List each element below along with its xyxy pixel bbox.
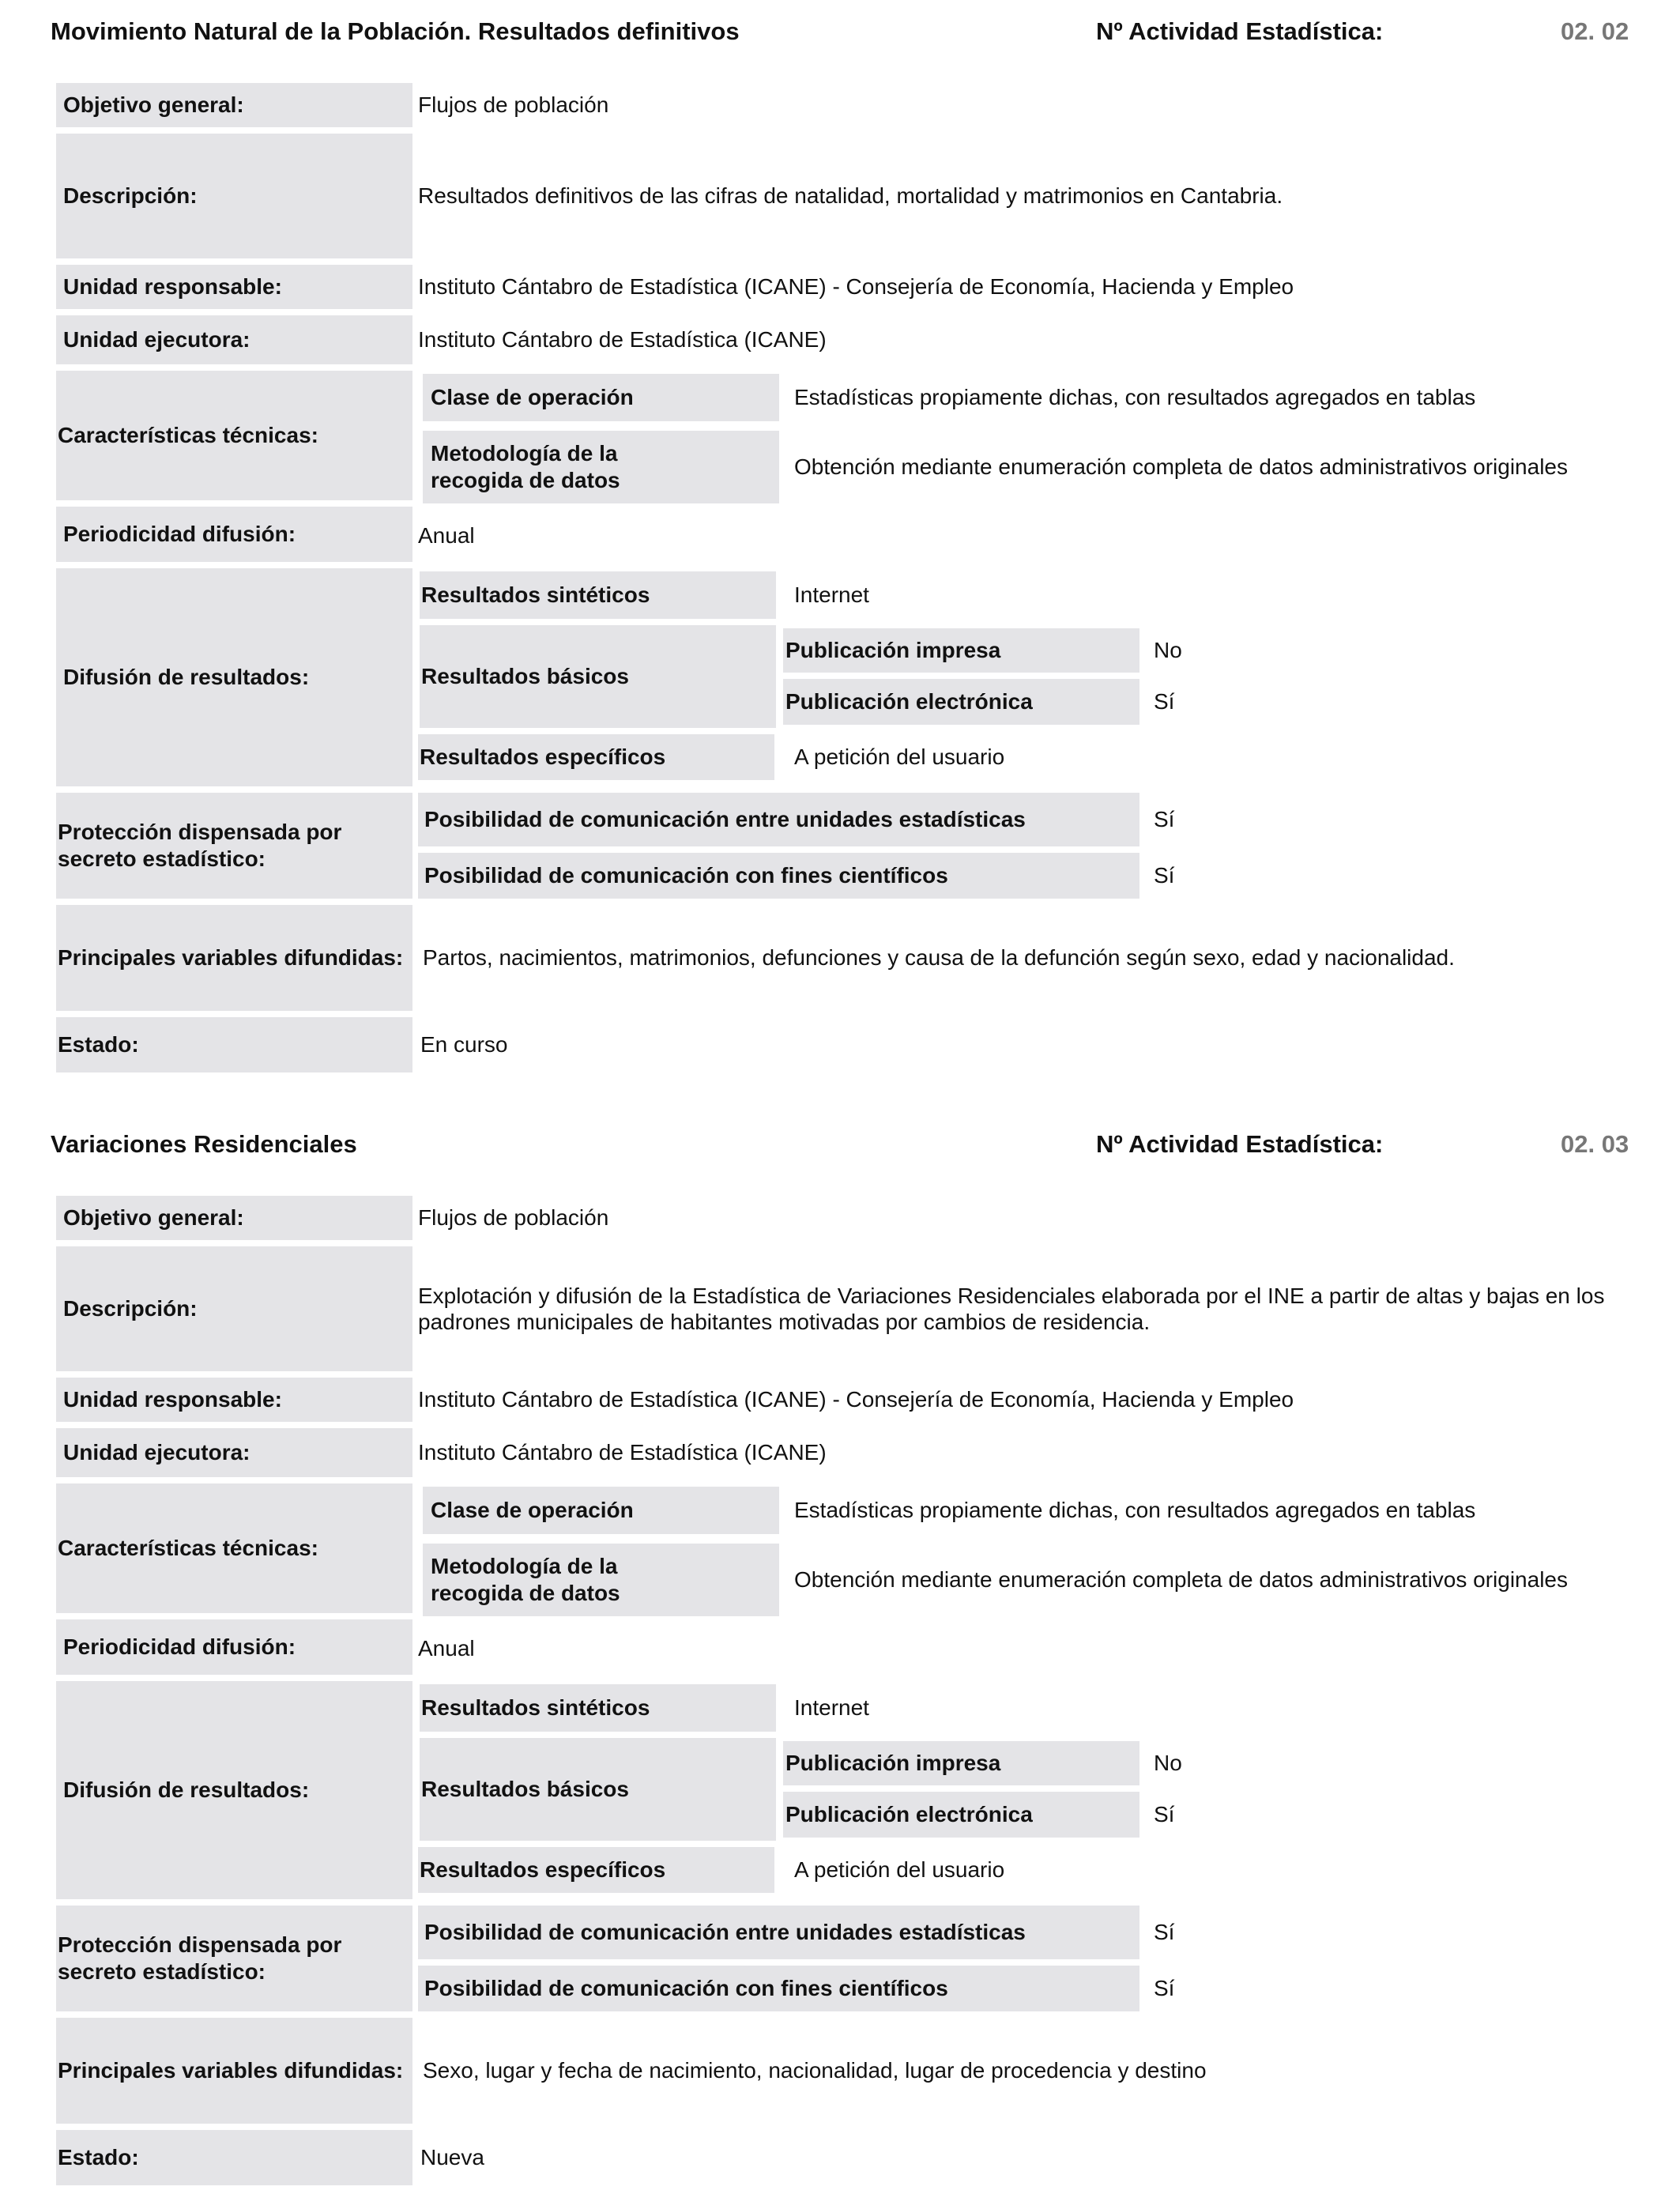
objetivo-value: Flujos de población xyxy=(418,1205,609,1231)
basicos-label: Resultados básicos xyxy=(420,1738,776,1841)
impresa-label: Publicación impresa xyxy=(783,1741,1139,1785)
variables-label: Principales variables difundidas: xyxy=(56,905,412,1011)
comunicacion-cientificos-value: Sí xyxy=(1154,863,1175,888)
unidad-ejecutora-label: Unidad ejecutora: xyxy=(56,1428,412,1477)
objetivo-label: Objetivo general: xyxy=(56,83,412,127)
basicos-label: Resultados básicos xyxy=(420,625,776,728)
activity-number: 02. 03 xyxy=(1561,1130,1629,1158)
comunicacion-cientificos-label: Posibilidad de comunicación con fines científicos xyxy=(418,1966,1139,2011)
unidad-responsable-label: Unidad responsable: xyxy=(56,1378,412,1422)
impresa-label: Publicación impresa xyxy=(783,628,1139,673)
variables-value: Sexo, lugar y fecha de nacimiento, nacionalidad, lugar de procedencia y destino xyxy=(423,2058,1207,2083)
metodologia-value: Obtención mediante enumeración completa de datos administrativos originales xyxy=(794,1567,1568,1593)
especificos-value: A petición del usuario xyxy=(794,745,1005,770)
comunicacion-unidades-label: Posibilidad de comunicación entre unidades estadísticas xyxy=(418,793,1139,846)
objetivo-label: Objetivo general: xyxy=(56,1196,412,1240)
especificos-label: Resultados específicos xyxy=(418,734,774,780)
comunicacion-unidades-label: Posibilidad de comunicación entre unidades estadísticas xyxy=(418,1906,1139,1959)
objetivo-value: Flujos de población xyxy=(418,92,609,118)
difusion-label: Difusión de resultados: xyxy=(56,1681,412,1899)
activity-number-label: Nº Actividad Estadística: xyxy=(1096,1130,1384,1158)
periodicidad-label: Periodicidad difusión: xyxy=(56,507,412,562)
activity-number-label: Nº Actividad Estadística: xyxy=(1096,17,1384,45)
activity-number: 02. 02 xyxy=(1561,17,1629,45)
clase-operacion-label: Clase de operación xyxy=(423,1487,779,1534)
proteccion-label: Protección dispensada por secreto estadístico: xyxy=(56,1906,412,2011)
estado-value: En curso xyxy=(420,1032,508,1057)
sinteticos-value: Internet xyxy=(794,582,869,608)
caracteristicas-label: Características técnicas: xyxy=(56,371,412,500)
metodologia-value: Obtención mediante enumeración completa de datos administrativos originales xyxy=(794,454,1568,480)
clase-operacion-value: Estadísticas propiamente dichas, con resultados agregados en tablas xyxy=(794,385,1476,410)
metodologia-label: Metodología de la recogida de datos xyxy=(423,431,779,503)
proteccion-label: Protección dispensada por secreto estadístico: xyxy=(56,793,412,899)
periodicidad-value: Anual xyxy=(418,1636,475,1661)
estado-label: Estado: xyxy=(56,2130,412,2185)
unidad-responsable-value: Instituto Cántabro de Estadística (ICANE) - Consejería de Economía, Hacienda y Empleo xyxy=(418,1387,1294,1412)
activity-title: Variaciones Residenciales xyxy=(51,1130,357,1158)
metodologia-label: Metodología de la recogida de datos xyxy=(423,1544,779,1616)
variables-value: Partos, nacimientos, matrimonios, defunciones y causa de la defunción según sexo, edad y nacionalidad. xyxy=(423,945,1455,971)
descripcion-label: Descripción: xyxy=(56,1246,412,1371)
unidad-ejecutora-value: Instituto Cántabro de Estadística (ICANE) xyxy=(418,327,827,352)
electronica-value: Sí xyxy=(1154,1802,1175,1827)
unidad-responsable-value: Instituto Cántabro de Estadística (ICANE) - Consejería de Economía, Hacienda y Empleo xyxy=(418,274,1294,300)
unidad-responsable-label: Unidad responsable: xyxy=(56,265,412,309)
sinteticos-label: Resultados sintéticos xyxy=(420,571,776,619)
impresa-value: No xyxy=(1154,1751,1182,1776)
especificos-value: A petición del usuario xyxy=(794,1857,1005,1883)
comunicacion-unidades-value: Sí xyxy=(1154,1920,1175,1945)
estado-value: Nueva xyxy=(420,2145,484,2170)
difusion-label: Difusión de resultados: xyxy=(56,568,412,786)
comunicacion-unidades-value: Sí xyxy=(1154,807,1175,832)
clase-operacion-label: Clase de operación xyxy=(423,374,779,421)
clase-operacion-value: Estadísticas propiamente dichas, con resultados agregados en tablas xyxy=(794,1498,1476,1523)
electronica-label: Publicación electrónica xyxy=(783,679,1139,725)
comunicacion-cientificos-value: Sí xyxy=(1154,1976,1175,2001)
variables-label: Principales variables difundidas: xyxy=(56,2018,412,2124)
especificos-label: Resultados específicos xyxy=(418,1847,774,1893)
periodicidad-value: Anual xyxy=(418,523,475,548)
descripcion-label: Descripción: xyxy=(56,134,412,258)
sinteticos-value: Internet xyxy=(794,1695,869,1721)
sinteticos-label: Resultados sintéticos xyxy=(420,1684,776,1732)
descripcion-value: Explotación y difusión de la Estadística de Variaciones Residenciales elaborada por el INE a partir de altas y bajas en los padrones municipales de habitantes motivadas por cambios de residencia. xyxy=(418,1283,1605,1334)
unidad-ejecutora-label: Unidad ejecutora: xyxy=(56,315,412,364)
unidad-ejecutora-value: Instituto Cántabro de Estadística (ICANE) xyxy=(418,1440,827,1465)
electronica-label: Publicación electrónica xyxy=(783,1792,1139,1838)
descripcion-value: Resultados definitivos de las cifras de natalidad, mortalidad y matrimonios en Cantabria. xyxy=(418,183,1283,209)
periodicidad-label: Periodicidad difusión: xyxy=(56,1619,412,1675)
estado-label: Estado: xyxy=(56,1017,412,1072)
activity-title: Movimiento Natural de la Población. Resultados definitivos xyxy=(51,17,740,45)
impresa-value: No xyxy=(1154,638,1182,663)
electronica-value: Sí xyxy=(1154,689,1175,714)
comunicacion-cientificos-label: Posibilidad de comunicación con fines científicos xyxy=(418,853,1139,899)
caracteristicas-label: Características técnicas: xyxy=(56,1483,412,1613)
